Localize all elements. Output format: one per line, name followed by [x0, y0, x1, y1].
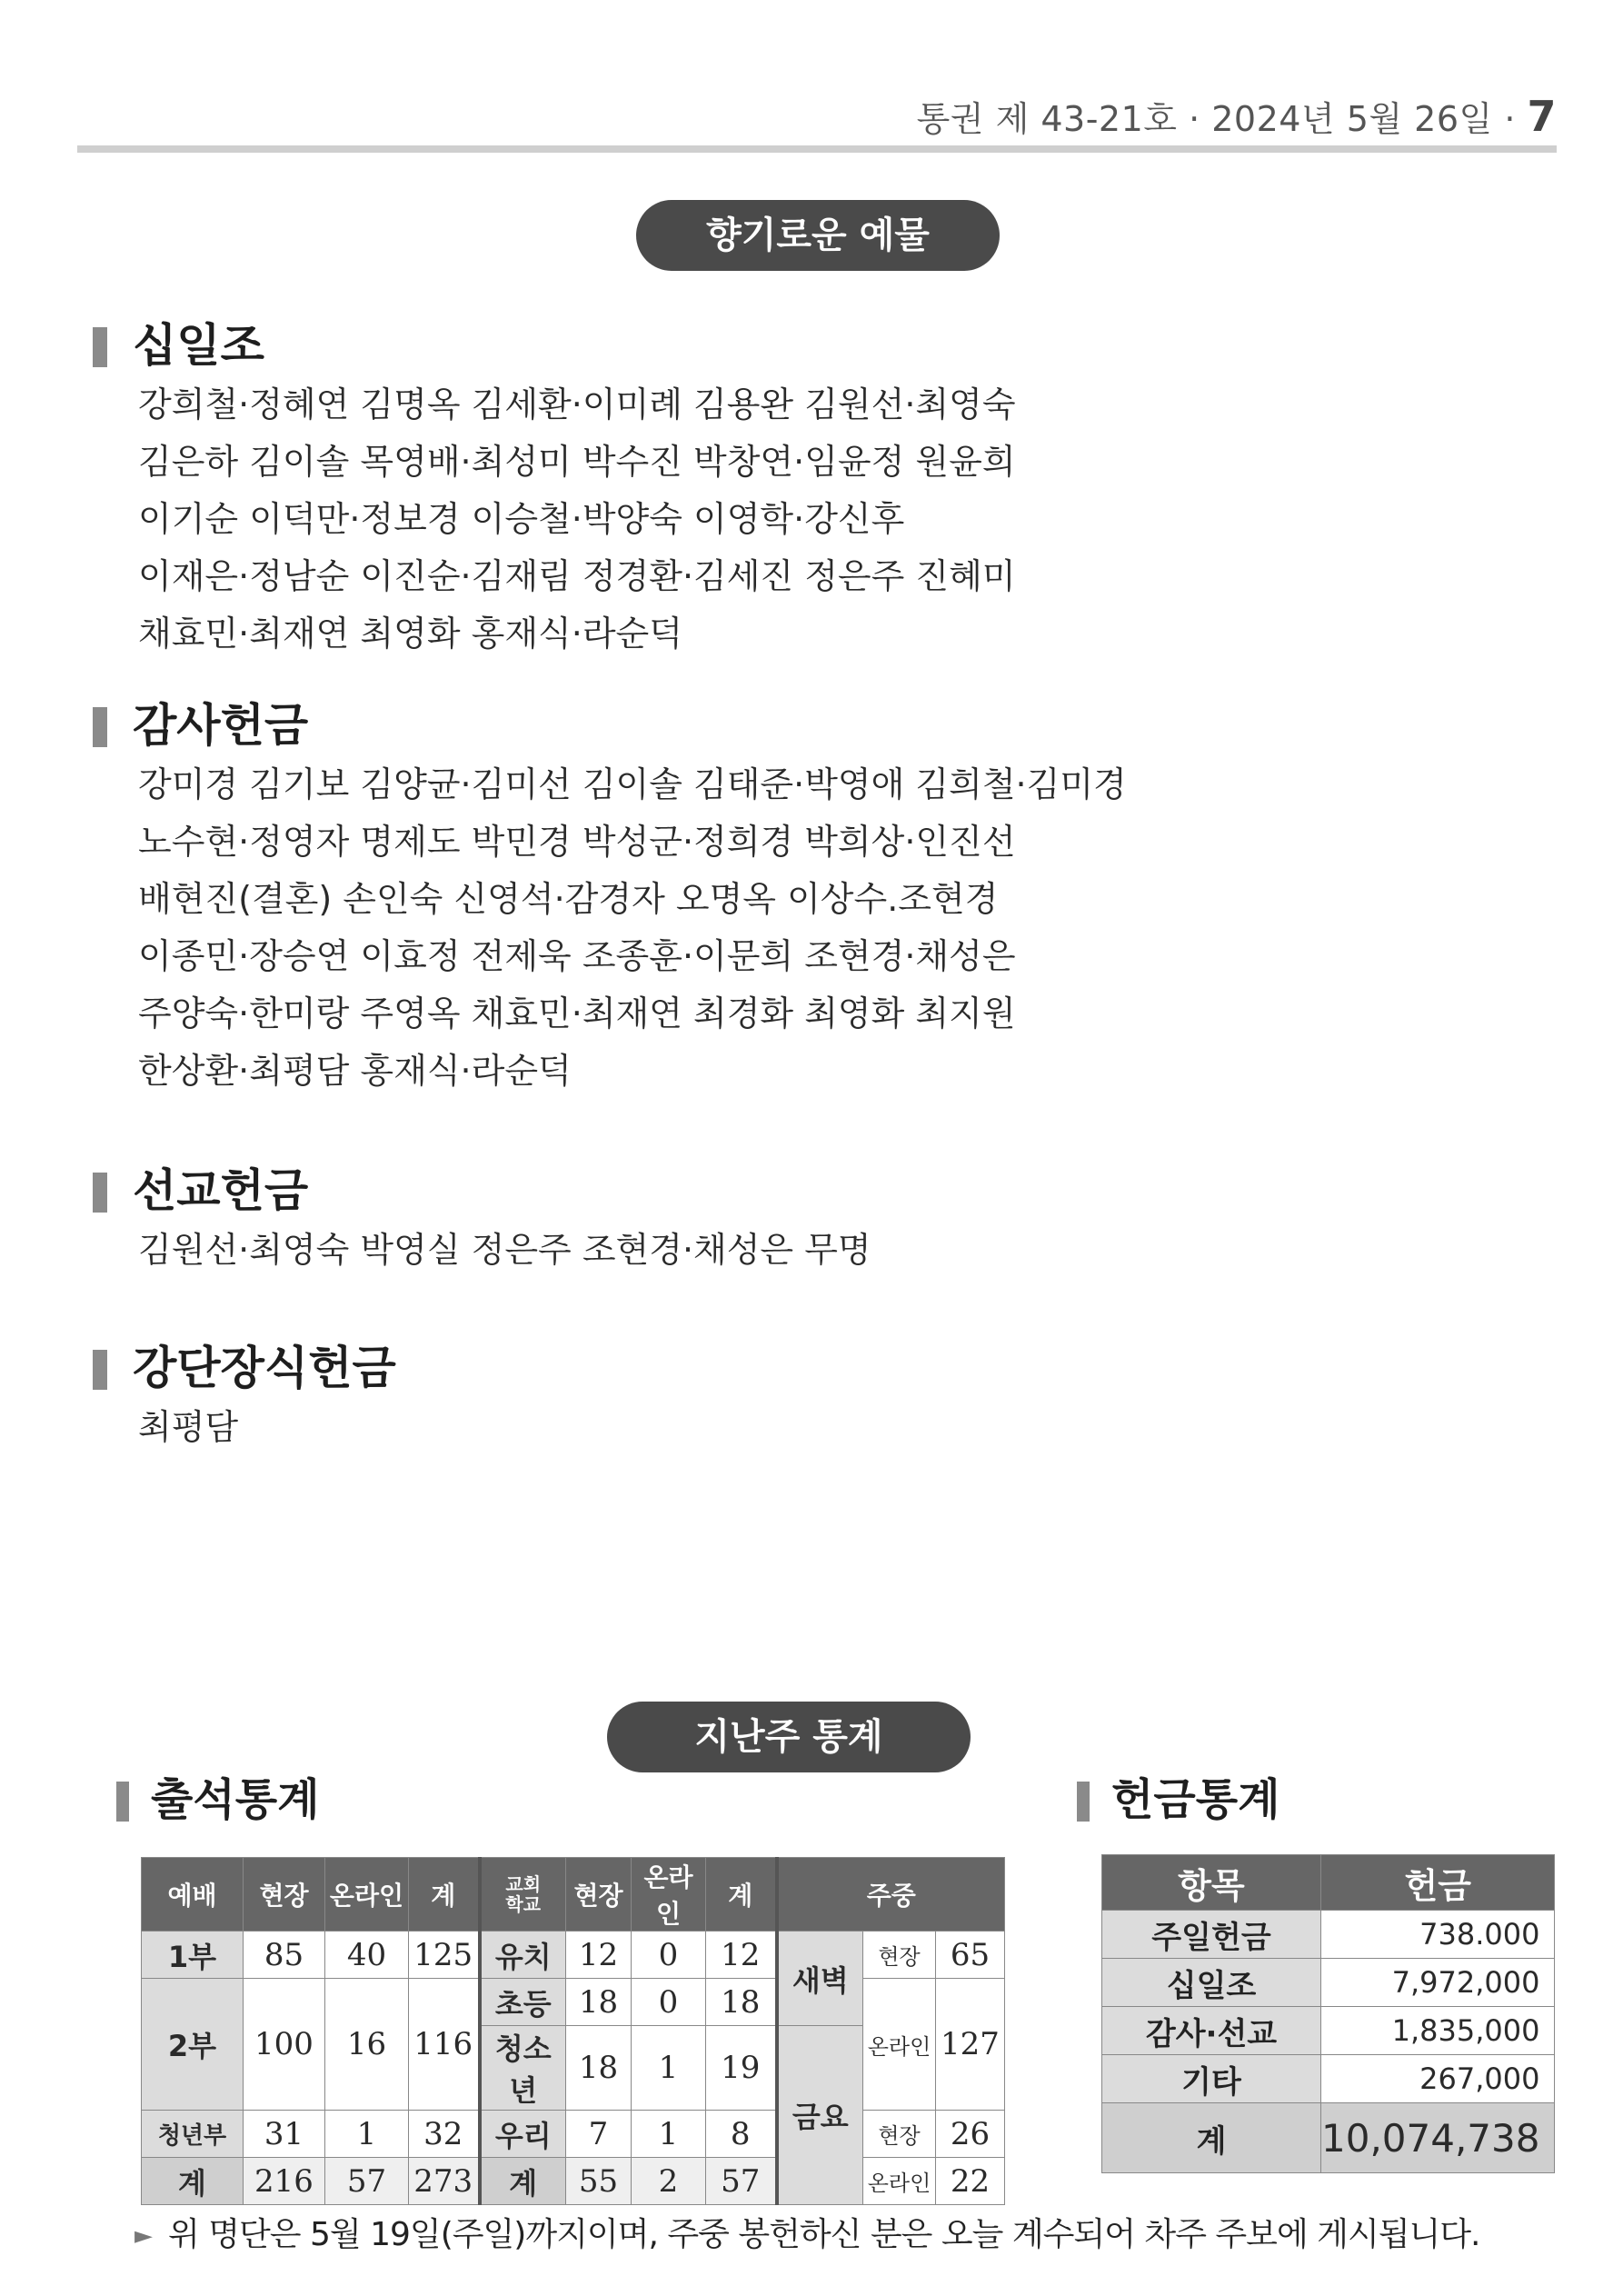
section-title: 십일조	[133, 319, 264, 372]
cell: 31	[244, 2111, 325, 2158]
cell-label: 온라인	[863, 1979, 936, 2111]
row-label: 초등	[480, 1979, 566, 2026]
cell: 125	[409, 1932, 480, 1979]
col-header-school	[480, 1858, 566, 1932]
row-label: 2부	[142, 1979, 244, 2111]
stats-title: 지난주 통계	[607, 1702, 971, 1772]
table-row	[1102, 2007, 1555, 2055]
school-header-line: 학교	[505, 1893, 542, 1915]
section-bar	[1077, 1782, 1090, 1822]
col-header: 현장	[244, 1858, 325, 1932]
cell: 32	[409, 2111, 480, 2158]
name-row: 배현진(결혼) 손인숙 신영석·감경자 오명옥 이상수.조현경	[138, 879, 999, 919]
table-row	[1102, 1959, 1555, 2007]
cell: 12	[566, 1932, 632, 1979]
name-row: 강희철·정혜연 김명옥 김세환·이미례 김용완 김원선·최영숙	[138, 384, 1016, 424]
cell: 2	[632, 2158, 706, 2205]
cash-title: 헌금통계	[1111, 1774, 1280, 1825]
name-list	[93, 756, 1127, 1100]
attendance-title: 출석통계	[151, 1774, 320, 1825]
issue-info: 통권 제 43-21호 · 2024년 5월 26일 ·	[916, 99, 1528, 139]
row-label: 계	[1102, 2103, 1321, 2173]
cell: 0	[632, 1932, 706, 1979]
name-row: 노수현·정영자 명제도 박민경 박성군·정희경 박희상·인진선	[138, 822, 1016, 862]
cell: 85	[244, 1932, 325, 1979]
triangle-bullet-icon: ►	[134, 2222, 152, 2250]
name-row: 최평담	[138, 1407, 239, 1447]
col-header: 온라인	[632, 1858, 706, 1932]
name-row: 이종민·장승연 이효정 전제욱 조종훈·이문희 조현경·채성은	[138, 936, 1016, 976]
section-title: 선교헌금	[133, 1164, 309, 1217]
table-row	[1102, 2055, 1555, 2103]
cell: 216	[244, 2158, 325, 2205]
section-bar	[93, 327, 107, 367]
cell: 55	[566, 2158, 632, 2205]
section-title: 감사헌금	[133, 699, 309, 752]
table-row	[142, 2111, 1005, 2158]
cell: 26	[936, 2111, 1005, 2158]
section-altar-decoration	[93, 1341, 396, 1456]
name-row: 한상환·최평담 홍재식·라순덕	[138, 1051, 572, 1091]
col-header-midweek: 주중	[777, 1858, 1005, 1932]
col-header: 항목	[1102, 1855, 1321, 1911]
cell: 57	[706, 2158, 777, 2205]
cell-label: 온라인	[863, 2158, 936, 2205]
page-number: 7	[1527, 92, 1557, 141]
row-label: 십일조	[1102, 1959, 1321, 2007]
cell: 19	[706, 2026, 777, 2111]
footnote-text: 위 명단은 5월 19일(주일)까지이며, 주중 봉헌하신 분은 오늘 계수되어 차주 주보에 게시됩니다.	[168, 2216, 1480, 2253]
cell: 18	[566, 2026, 632, 2111]
cell: 57	[325, 2158, 409, 2205]
row-label: 계	[480, 2158, 566, 2205]
row-label: 주일헌금	[1102, 1911, 1321, 1959]
col-header: 현장	[566, 1858, 632, 1932]
cell: 12	[706, 1932, 777, 1979]
section-bar	[116, 1782, 129, 1822]
section-thanksgiving	[93, 698, 1127, 1100]
name-row: 이기순 이덕만·정보경 이승철·박양숙 이영학·강신후	[138, 499, 905, 539]
name-row: 주양숙·한미랑 주영옥 채효민·최재연 최경화 최영화 최지원	[138, 993, 1016, 1033]
cell: 8	[706, 2111, 777, 2158]
row-label: 기타	[1102, 2055, 1321, 2103]
name-row: 김원선·최영숙 박영실 정은주 조현경·채성은 무명	[138, 1230, 871, 1270]
footnote	[134, 2209, 1480, 2255]
section-title: 강단장식헌금	[133, 1342, 396, 1394]
section-tithe	[93, 318, 1016, 663]
cell: 0	[632, 1979, 706, 2026]
row-label: 청소년	[480, 2026, 566, 2111]
cell: 273	[409, 2158, 480, 2205]
cell: 267,000	[1321, 2055, 1555, 2103]
cell: 22	[936, 2158, 1005, 2205]
table-row	[1102, 1911, 1555, 1959]
name-row: 채효민·최재연 최영화 홍재식·라순덕	[138, 614, 682, 654]
row-label: 감사·선교	[1102, 2007, 1321, 2055]
table-row	[142, 1979, 1005, 2026]
header-divider	[77, 145, 1557, 153]
cell: 1	[632, 2111, 706, 2158]
row-label: 새벽	[777, 1932, 863, 2026]
row-label: 우리	[480, 2111, 566, 2158]
cash-table	[1101, 1854, 1555, 2173]
col-header: 온라인	[325, 1858, 409, 1932]
cell-label: 현장	[863, 1932, 936, 1979]
issue-header	[917, 91, 1557, 141]
name-list	[93, 1399, 396, 1456]
cell: 40	[325, 1932, 409, 1979]
cell: 127	[936, 1979, 1005, 2111]
table-row-total	[1102, 2103, 1555, 2173]
name-list	[93, 376, 1016, 663]
name-list	[93, 1222, 871, 1279]
name-row: 이재은·정남순 이진순·김재림 정경환·김세진 정은주 진혜미	[138, 556, 1016, 596]
section-mission	[93, 1163, 871, 1279]
school-header-line: 교회	[505, 1873, 542, 1895]
cell: 7	[566, 2111, 632, 2158]
offerings-title: 향기로운 예물	[636, 200, 1000, 271]
cell: 1,835,000	[1321, 2007, 1555, 2055]
attendance-heading	[116, 1772, 319, 1827]
section-bar	[93, 1173, 107, 1213]
section-bar	[93, 707, 107, 747]
row-label: 계	[142, 2158, 244, 2205]
row-label: 유치	[480, 1932, 566, 1979]
cell-label: 현장	[863, 2111, 936, 2158]
col-header: 계	[409, 1858, 480, 1932]
table-row-total	[142, 2158, 1005, 2205]
cell: 7,972,000	[1321, 1959, 1555, 2007]
section-bar	[93, 1350, 107, 1390]
cell: 16	[325, 1979, 409, 2111]
row-label: 1부	[142, 1932, 244, 1979]
row-label: 청년부	[142, 2111, 244, 2158]
cell: 10,074,738	[1321, 2103, 1555, 2173]
cell: 65	[936, 1932, 1005, 1979]
name-row: 김은하 김이솔 목영배·최성미 박수진 박창연·임윤정 원윤희	[138, 442, 1016, 482]
cell: 1	[632, 2026, 706, 2111]
cell: 116	[409, 1979, 480, 2111]
col-header: 헌금	[1321, 1855, 1555, 1911]
cell: 18	[566, 1979, 632, 2026]
attendance-table	[141, 1857, 1005, 2205]
cell: 100	[244, 1979, 325, 2111]
name-row: 강미경 김기보 김양균·김미선 김이솔 김태준·박영애 김희철·김미경	[138, 764, 1127, 804]
cell: 1	[325, 2111, 409, 2158]
cell: 738.000	[1321, 1911, 1555, 1959]
col-header: 계	[706, 1858, 777, 1932]
col-header: 예배	[142, 1858, 244, 1932]
row-label: 금요	[777, 2026, 863, 2205]
cash-heading	[1077, 1772, 1279, 1827]
table-row	[142, 1932, 1005, 1979]
cell: 18	[706, 1979, 777, 2026]
